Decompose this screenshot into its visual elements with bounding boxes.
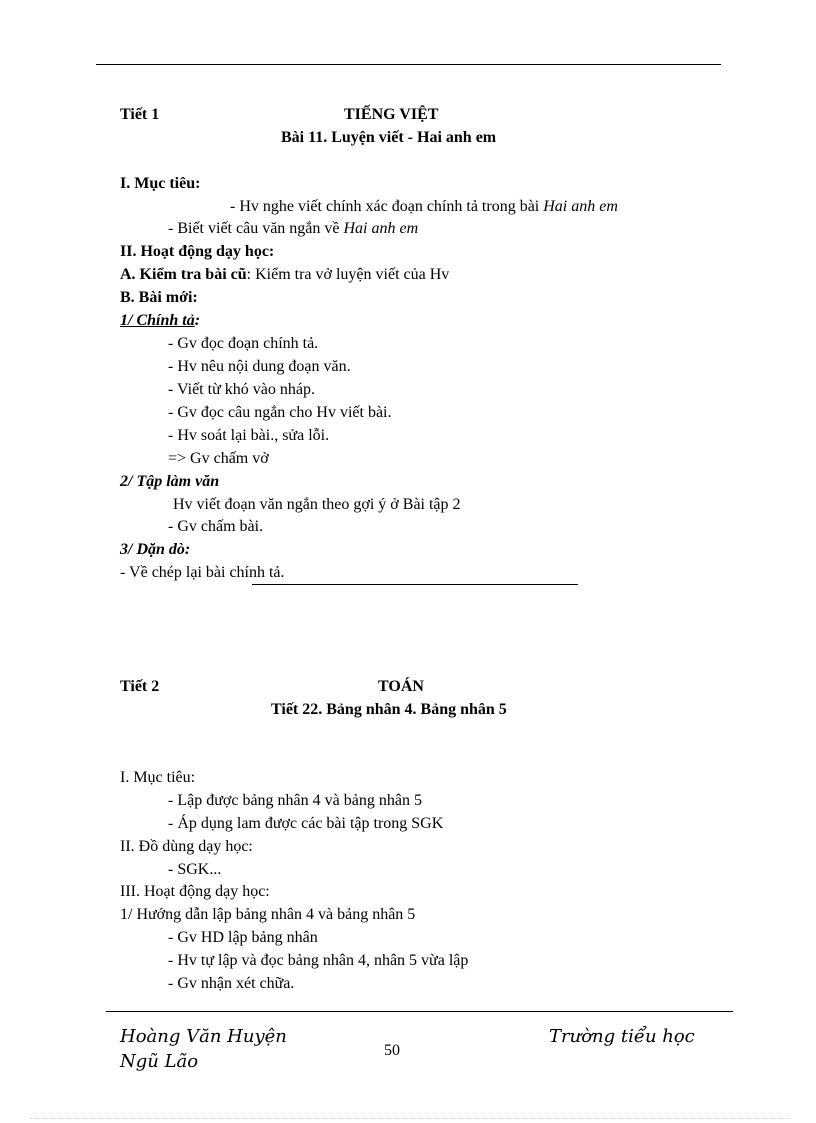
lesson1-section-a [120,265,449,285]
lesson2-activity1-heading: 1/ Hướng dẫn lập bảng nhân 4 và bảng nhân 5 [120,906,416,923]
lesson1-objective-1 [230,197,618,217]
part1-item: => Gv chấm vở [168,450,269,467]
bottom-dotted-line [30,1118,790,1119]
part3-item: - Về chép lại bài chính tả. [120,564,285,581]
lesson2-material: - SGK... [168,861,222,878]
lesson2-period: Tiết 2 [120,678,160,695]
part1-item: - Gv đọc câu ngắn cho Hv viết bài. [168,404,392,421]
part2-heading: 2/ Tập làm văn [120,473,220,490]
lesson2-title: Tiết 22. Bảng nhân 4. Bảng nhân 5 [271,701,507,718]
lesson2-activity-item: - Gv HD lập bảng nhân [168,929,318,946]
lesson2-objectives-heading: I. Mục tiêu: [120,769,196,786]
part1-heading-text: 1/ Chính tả [120,312,195,329]
lesson2-subject: TOÁN [378,678,424,695]
lesson1-objectives-heading: I. Mục tiêu: [120,175,201,192]
objective-italic: Hai anh em [343,220,419,237]
objective-text: - Hv nghe viết chính xác đoạn chính tả trong bài [230,198,544,215]
lesson1-period: Tiết 1 [120,106,160,123]
lesson1-activities-heading: II. Hoạt động dạy học: [120,243,275,260]
part1-item: - Viết từ khó vào nháp. [168,381,315,398]
section-a-text: : Kiểm tra vở luyện viết của Hv [246,266,450,283]
lesson2-activities-heading: III. Hoạt động dạy học: [120,883,270,900]
lesson2-objective: - Lập được bảng nhân 4 và bảng nhân 5 [168,792,422,809]
footer-author-location: Ngũ Lão [120,1051,199,1072]
page-number: 50 [384,1042,400,1059]
lesson1-objective-2 [168,219,418,239]
header-rule [96,64,721,65]
lesson2-materials-heading: II. Đồ dùng dạy học: [120,838,253,855]
objective-italic: Hai anh em [543,198,618,215]
part3-heading: 3/ Dặn dò: [120,541,191,558]
objective-text: - Biết viết câu văn ngắn về [168,220,344,237]
lesson1-subject: TIẾNG VIỆT [344,106,439,123]
part1-heading: 1/ Chính tả: [120,312,201,329]
lesson2-activity-item: - Gv nhận xét chữa. [168,975,295,992]
lesson2-activity-item: - Hv tự lập và đọc bảng nhân 4, nhân 5 vừa lập [168,952,469,969]
section-a-label: A. Kiểm tra bài cũ [120,266,247,283]
lesson1-title: Bài 11. Luyện viết - Hai anh em [281,129,497,146]
footer-author-name: Hoàng Văn Huyện [120,1026,287,1047]
part2-item: - Gv chấm bài. [168,518,264,535]
part1-item: - Gv đọc đoạn chính tả. [168,335,319,352]
section-end-rule [252,584,578,585]
footer-rule [106,1011,733,1012]
lesson1-section-b: B. Bài mới: [120,289,198,306]
part1-item: - Hv nêu nội dung đoạn văn. [168,358,351,375]
footer-school: Trường tiểu học [549,1026,695,1047]
part1-item: - Hv soát lại bài., sửa lỗi. [168,427,330,444]
part2-item: Hv viết đoạn văn ngắn theo gợi ý ở Bài tập 2 [173,496,461,513]
lesson2-objective: - Áp dụng lam được các bài tập trong SGK [168,815,444,832]
